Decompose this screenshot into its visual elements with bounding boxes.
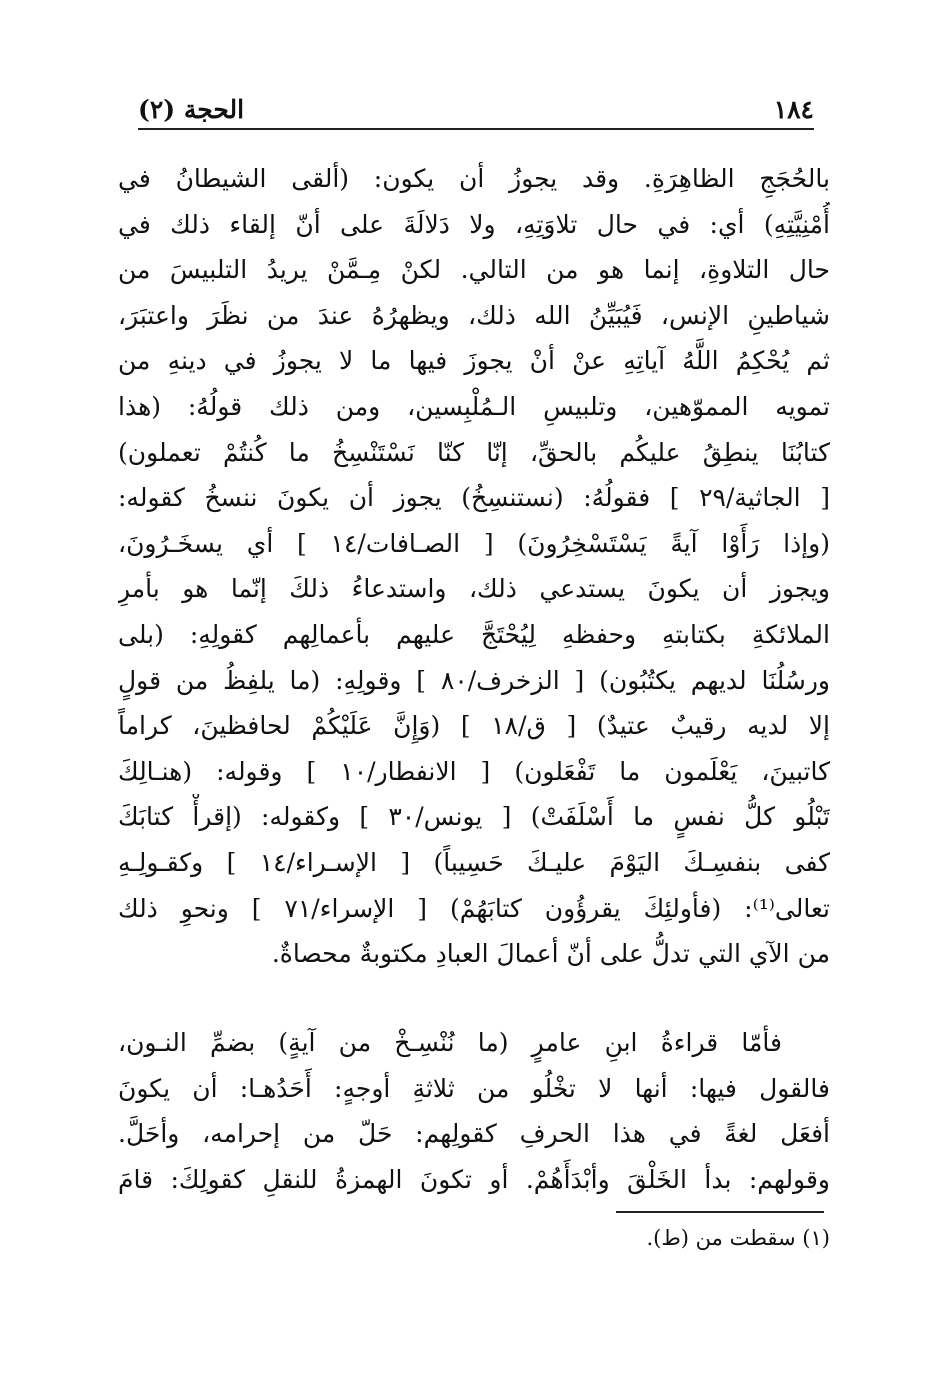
text-line: بالحُجَجِ الظاهِرَةِ. وقد يجوزُ أن يكون: (ألقى الشيطانُ في (118, 164, 830, 193)
footnote-rule (616, 1211, 824, 1213)
text-line: كفى بنفسِـكَ اليَوْمَ عليـكَ حَسِيباً) [ الإسـراء/١٤ ] وكقـولِـهِ (118, 847, 830, 877)
text-line: [ الجاثية/٢٩ ] فقولُهُ: (نستنسِخُ) يجوز أن يكونَ ننسخُ كقوله: (118, 483, 830, 513)
text-line: أُمْنِيَّتِهِ) أي: في حال تلاوَتِهِ، ولا دَلالَةَ على أنّ إلقاء ذلك في (118, 209, 830, 239)
text-line: من الآي التي تدلُّ على أنّ أعمالَ العبادِ مكتوبةٌ محصاةٌ. (271, 939, 830, 969)
text-line: وقولهم: بدأ الخَلْقَ وأبْدَأَهُمْ. أو تكونَ الهمزةُ للنقلِ كقولِكَ: قامَ (118, 1164, 830, 1194)
footnote: (١) سقطت من (ط). (646, 1226, 830, 1250)
text-line: ورسُلُنَا لديهم يكتُبُون) [ الزخرف/٨٠ ] وقولِهِ: (ما يلفِظُ من قولٍ (118, 665, 830, 695)
text-line: ويجوز أن يكونَ يستدعي ذلك، واستدعاءُ ذلكَ إنّما هو بأمرِ (118, 574, 830, 604)
header-rule (138, 128, 814, 130)
text-line: تَبْلُو كلُّ نفسٍ ما أَسْلَفَتْ) [ يونس/٣٠ ] وكقوله: (إقرأْ كتابَكَ (118, 802, 830, 832)
text-line: فأمّا قراءةُ ابنِ عامرٍ (ما نُنْسِـخْ من آيةٍ) بضمِّ النـون، (118, 1028, 782, 1057)
text-line: إلا لديه رقيبٌ عتيدٌ) [ ق/١٨ ] (وَإِنَّ عَلَيْكُمْ لحافظينَ، كراماً (118, 711, 830, 741)
text-line: الملائكةِ بكتابتهِ وحفظهِ لِيُحْتَجَّ عليهم بأعمالِهم كقولِهِ: (بلى (118, 619, 830, 649)
text-line: تعالى⁽¹⁾: (فأولئِكَ يقرؤُون كتابَهُمْ) [ الإسراء/٧١ ] ونحوِ ذلك (118, 893, 830, 923)
text-line: شياطينِ الإنس، فَيُبَيِّنُ الله ذلك، ويظهرُهُ عندَ من نظَرَ واعتبَرَ، (118, 300, 830, 330)
text-line: أفعَل لغةً في هذا الحرفِ كقولِهم: حَلّ من إحرامه، وأحَلَّ. (118, 1119, 830, 1149)
text-line: تمويه المموّهين، وتلبيسِ الـمُلْبِسين، ومن ذلك قولُهُ: (هذا (118, 391, 830, 421)
text-line: حال التلاوةِ، إنما هو من التالي. لكنْ مِـمَّنْ يريدُ التلبيسَ من (118, 255, 830, 285)
page-number: ١٨٤ (773, 94, 814, 124)
main-paragraph (118, 156, 830, 977)
second-paragraph (118, 1020, 830, 1202)
text-line: (وإذا رَأَوْا آيةً يَسْتَسْخِرُونَ) [ الصـافات/١٤ ] أي يسخَـرُونَ، (118, 528, 830, 558)
running-title: الحجة (٢) (138, 94, 245, 124)
page-header (138, 92, 814, 126)
text-line: كتابُنَا ينطِقُ عليكُم بالحقِّ، إنّا كنّا نَسْتَنْسِخُ ما كُنتُمْ تعملون) (118, 437, 830, 467)
text-line: كاتبينَ، يَعْلَمون ما تَفْعَلون) [ الانفطار/١٠ ] وقوله: (هنـالِكَ (118, 756, 830, 786)
text-line: ثم يُحْكِمُ اللَّهُ آياتِهِ عنْ أنْ يجوزَ فيها ما لا يجوزُ في دينهِ من (118, 346, 830, 376)
text-line: فالقول فيها: أنها لا تخْلُو من ثلاثةِ أوجهٍ: أَحَدُهـا: أن يكونَ (118, 1073, 830, 1103)
